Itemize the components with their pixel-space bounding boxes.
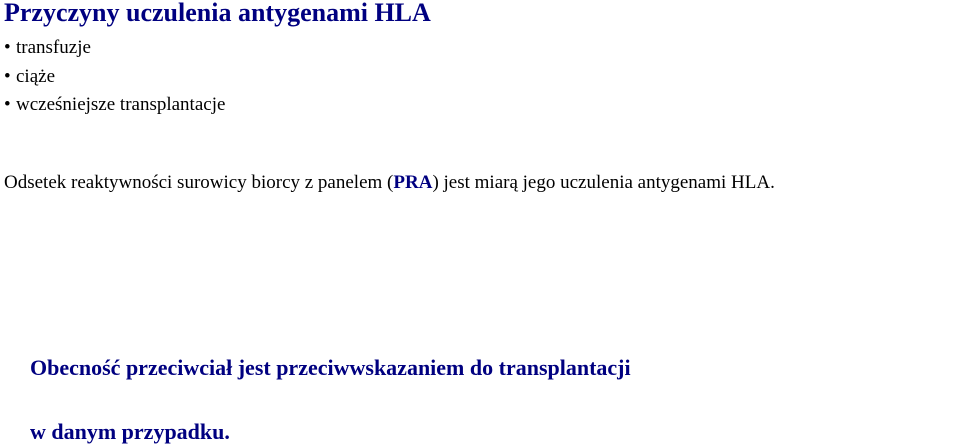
conclusion-line-1: Obecność przeciwciał jest przeciwwskazaniem do transplantacji	[30, 355, 631, 380]
cause-list	[4, 34, 225, 120]
bullet-icon: •	[4, 94, 11, 115]
paragraph-text-after: ) jest miarą jego uczulenia antygenami HLA.	[432, 172, 775, 193]
pra-paragraph	[4, 172, 775, 194]
conclusion-line-2: w danym przypadku.	[30, 419, 230, 444]
pra-highlight: PRA	[393, 172, 433, 193]
list-item-text: ciąże	[16, 65, 56, 87]
list-item	[4, 63, 225, 92]
bullet-icon: •	[4, 65, 11, 87]
list-item	[4, 91, 225, 120]
bullet-icon: •	[4, 37, 11, 58]
paragraph-text-before: Odsetek reaktywności surowicy biorcy z panelem (	[4, 172, 394, 193]
list-item-text: transfuzje	[16, 37, 91, 58]
slide-title: Przyczyny uczulenia antygenami HLA	[4, 0, 431, 27]
list-item-text: wcześniejsze transplantacje	[16, 94, 226, 115]
list-item	[4, 34, 225, 63]
